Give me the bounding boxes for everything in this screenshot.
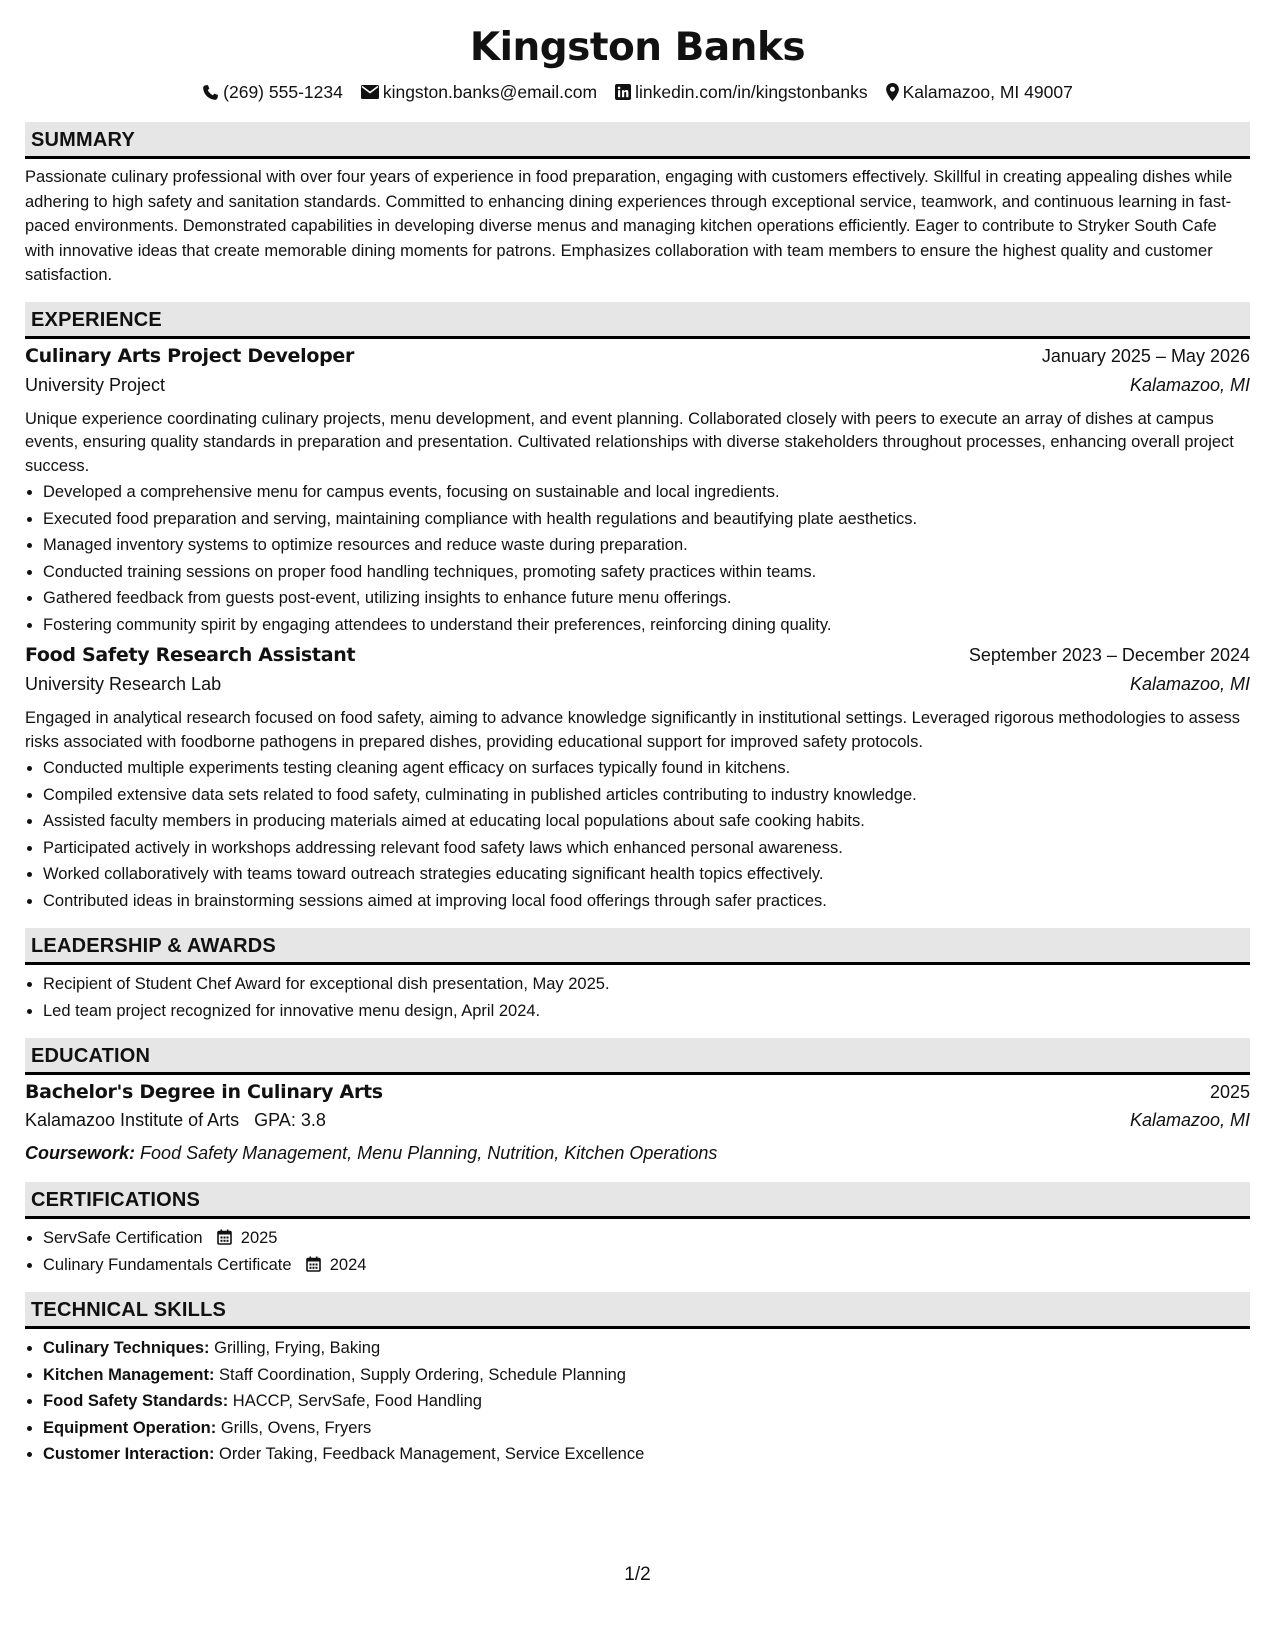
gpa: GPA: 3.8 xyxy=(254,1110,326,1130)
school-name: Kalamazoo Institute of Arts xyxy=(25,1110,240,1130)
list-item xyxy=(43,1415,1250,1442)
coursework-label: Coursework: xyxy=(25,1143,136,1163)
section-heading-certifications: CERTIFICATIONS xyxy=(25,1182,1250,1219)
job-org: University Research Lab xyxy=(25,674,222,694)
leadership-section xyxy=(25,928,1250,1024)
linkedin-link[interactable]: linkedin.com/in/kingstonbanks xyxy=(635,81,868,102)
list-item xyxy=(43,1252,1250,1279)
skill-value: Grills, Ovens, Fryers xyxy=(220,1418,372,1437)
list-item: • Led team project recognized for innovative menu design, April 2024. xyxy=(43,998,1250,1025)
skill-value: HACCP, ServSafe, Food Handling xyxy=(232,1392,482,1410)
school-line xyxy=(25,1110,326,1131)
job-title: Culinary Arts Project Developer xyxy=(25,344,355,367)
education-entry xyxy=(25,1081,1250,1168)
linkedin-icon xyxy=(615,84,631,100)
list-item: • Gathered feedback from guests post-event, utilizing insights to enhance future menu offerings. xyxy=(43,585,1250,612)
degree-title: Bachelor's Degree in Culinary Arts xyxy=(25,1081,383,1103)
list-item xyxy=(43,1335,1250,1362)
candidate-name: Kingston Banks xyxy=(469,25,806,70)
section-heading-leadership: LEADERSHIP & AWARDS xyxy=(25,928,1250,965)
section-heading-experience: EXPERIENCE xyxy=(25,302,1250,339)
map-pin-icon xyxy=(886,83,899,101)
list-item: • Developed a comprehensive menu for campus events, focusing on sustainable and local ingredients. xyxy=(43,479,1250,506)
email-link[interactable]: kingston.banks@email.com xyxy=(382,81,598,102)
skill-label: Kitchen Management: xyxy=(43,1365,215,1384)
summary-section xyxy=(25,122,1250,288)
certification-year: 2024 xyxy=(329,1255,367,1274)
skill-value: Order Taking, Feedback Management, Service Excellence xyxy=(219,1445,645,1463)
skill-label: Culinary Techniques: xyxy=(43,1339,210,1357)
skill-label: Food Safety Standards: xyxy=(43,1392,229,1410)
certification-name: ServSafe Certification xyxy=(43,1229,203,1247)
job-location: Kalamazoo, MI xyxy=(1129,674,1250,694)
job-title: Food Safety Research Assistant xyxy=(25,644,356,666)
list-item xyxy=(43,1225,1250,1252)
phone-text[interactable]: (269) 555-1234 xyxy=(223,81,343,102)
experience-section xyxy=(25,302,1250,915)
envelope-icon xyxy=(361,85,379,99)
resume-page xyxy=(25,0,1250,1468)
job-bullets xyxy=(25,755,1250,914)
list-item: • Worked collaboratively with teams toward outreach strategies educating significant health topics effectively. xyxy=(43,861,1250,888)
school-location: Kalamazoo, MI xyxy=(1129,1110,1250,1130)
list-item: • Executed food preparation and serving, maintaining compliance with health regulations and beautifying plate aesthetics. xyxy=(43,506,1250,533)
summary-text: Passionate culinary professional with over four years of experience in food preparation, engaging with customers effectively. Skillful in creating appealing dishes while adhering to high safety and sanitation standards. Committed to enhancing dining experiences through exceptional service, teamwork, and continuous learning in fast-paced environments. Demonstrated capabilities in developing diverse menus and managing kitchen operations efficiently. Eager to contribute to Stryker South Cafe with innovative ideas that create memorable dining moments for patrons. Emphasizes collaboration with team members to ensure the highest quality and customer satisfaction. xyxy=(25,168,1233,284)
contact-location xyxy=(886,82,1073,103)
job-bullets xyxy=(25,479,1250,638)
coursework-list: Food Safety Management, Menu Planning, Nutrition, Kitchen Operations xyxy=(140,1143,718,1163)
contact-linkedin xyxy=(615,82,868,103)
list-item xyxy=(43,1362,1250,1389)
job-dates: September 2023 – December 2024 xyxy=(968,645,1250,665)
section-heading-summary: SUMMARY xyxy=(25,122,1250,159)
job-description: Unique experience coordinating culinary projects, menu development, and event planning. Collaborated closely with peers to execute an array of dishes at campus events, ensuring quality standards in preparation and presentation. Cultivated relationships with diverse stakeholders throughout processes, enhancing overall project success. xyxy=(25,409,1234,475)
section-heading-education: EDUCATION xyxy=(25,1038,1250,1075)
coursework-line xyxy=(25,1139,1250,1168)
certifications-section xyxy=(25,1182,1250,1278)
certification-year: 2025 xyxy=(240,1229,278,1247)
phone-icon xyxy=(202,84,219,101)
job-org: University Project xyxy=(25,374,166,395)
skill-label: Equipment Operation: xyxy=(43,1418,217,1437)
skill-value: Grilling, Frying, Baking xyxy=(214,1339,381,1357)
list-item: • Managed inventory systems to optimize resources and reduce waste during preparation. xyxy=(43,532,1250,559)
list-item: • Conducted training sessions on proper food handling techniques, promoting safety practices within teams. xyxy=(43,559,1250,586)
education-section xyxy=(25,1038,1250,1168)
certification-name: Culinary Fundamentals Certificate xyxy=(43,1255,292,1274)
location-text: Kalamazoo, MI 49007 xyxy=(902,81,1073,102)
certifications-list xyxy=(25,1225,1250,1278)
contact-phone xyxy=(202,82,343,103)
contact-email xyxy=(361,82,597,103)
job-entry xyxy=(25,644,1250,914)
skill-value: Staff Coordination, Supply Ordering, Schedule Planning xyxy=(219,1365,626,1384)
list-item: • Fostering community spirit by engaging attendees to understand their preferences, reinforcing dining quality. xyxy=(43,612,1250,639)
contact-bar xyxy=(25,80,1250,104)
job-entry xyxy=(25,345,1250,639)
section-heading-skills: TECHNICAL SKILLS xyxy=(25,1292,1250,1329)
calendar-icon xyxy=(217,1229,232,1245)
list-item: • Recipient of Student Chef Award for exceptional dish presentation, May 2025. xyxy=(43,971,1250,998)
list-item: • Compiled extensive data sets related to food safety, culminating in published articles contributing to industry knowledge. xyxy=(43,782,1250,809)
list-item: • Assisted faculty members in producing materials aimed at educating local populations about safe cooking habits. xyxy=(43,808,1250,835)
job-location: Kalamazoo, MI xyxy=(1129,374,1250,395)
degree-year: 2025 xyxy=(1209,1082,1250,1102)
job-dates: January 2025 – May 2026 xyxy=(1041,345,1250,366)
page-number: 1/2 xyxy=(624,1564,651,1585)
leadership-list xyxy=(25,971,1250,1024)
list-item xyxy=(43,1388,1250,1415)
calendar-icon xyxy=(306,1256,321,1272)
list-item: • Contributed ideas in brainstorming sessions aimed at improving local food offerings through safer practices. xyxy=(43,888,1250,915)
list-item xyxy=(43,1441,1250,1468)
job-description: Engaged in analytical research focused on food safety, aiming to advance knowledge significantly in institutional settings. Leveraged rigorous methodologies to assess risks associated with foodborne pathogens in prepared dishes, providing educational support for improved safety protocols. xyxy=(25,709,1241,751)
list-item: • Conducted multiple experiments testing cleaning agent efficacy on surfaces typically found in kitchens. xyxy=(43,755,1250,782)
skill-label: Customer Interaction: xyxy=(43,1445,215,1463)
skills-section xyxy=(25,1292,1250,1468)
skills-list xyxy=(25,1335,1250,1468)
list-item: • Participated actively in workshops addressing relevant food safety laws which enhanced personal awareness. xyxy=(43,835,1250,862)
